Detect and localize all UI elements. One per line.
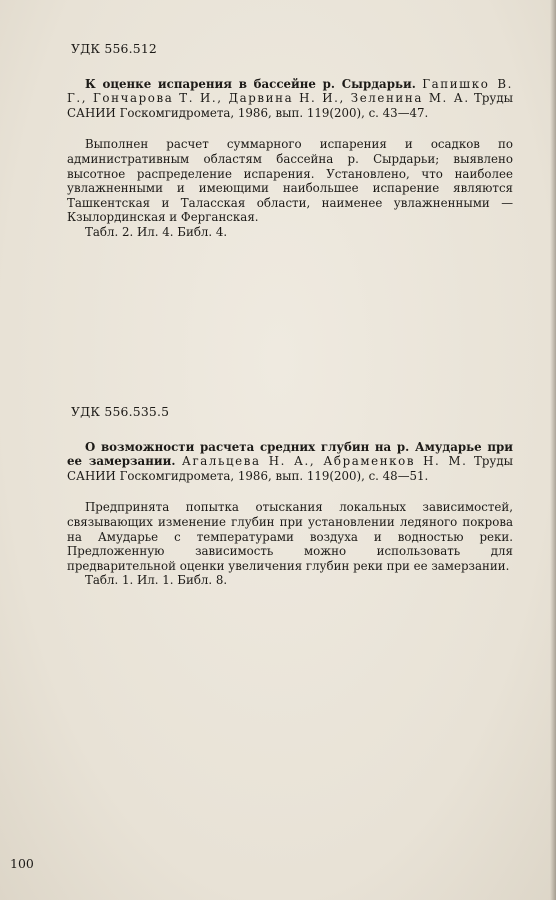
bibliographic-reference — [67, 77, 513, 121]
abstract-stats: Табл. 1. Ил. 1. Библ. 8. — [85, 573, 228, 588]
abstract-evaporation-syrdarya — [67, 42, 513, 240]
abstract-depths-amudarya — [67, 405, 513, 588]
article-title: К оценке испарения в бассейне р. Сырдарьи. — [85, 76, 416, 91]
article-authors: Гапишко В. Г., Гончарова Т. И., Дарвина Н. И., Зеленина М. А. — [67, 76, 513, 106]
bibliographic-reference — [67, 440, 513, 484]
article-title: О возможности расчета средних глубин на р. Амударье при ее замерзании. — [67, 439, 513, 469]
page-edge-shadow — [550, 0, 556, 900]
article-source: Труды САНИИ Госкомгидромета, 1986, вып. 119(200), с. 48—51. — [67, 454, 514, 483]
abstract-text: Предпринята попытка отыскания локальных зависимостей, связывающих изменение глубин при установлении ледяного покрова на Амударье с температурами воздуха и водностью реки. Предложенную зависимость можно использовать для предварительной оценки увеличения глубин реки при ее замерзании. — [67, 500, 513, 573]
abstract-text: Выполнен расчет суммарного испарения и осадков по административным областям бассейна р. Сырдарьи; выявлено высотное распределение испарения. Установлено, что наиболее увлажненными и имеющими наибольшее испарение являются Ташкентская и Таласская области, наименее увлажненными — Кзылординская и Ферганская. — [67, 137, 513, 225]
udc-code: УДК 556.535.5 — [71, 404, 170, 419]
article-source: Труды САНИИ Госкомгидромета, 1986, вып. 119(200), с. 43—47. — [67, 91, 514, 120]
abstract-stats: Табл. 2. Ил. 4. Библ. 4. — [85, 224, 228, 239]
article-authors: Агальцева Н. А., Абраменков Н. М. — [181, 454, 468, 469]
udc-code: УДК 556.512 — [71, 41, 157, 56]
page-number: 100 — [10, 856, 34, 871]
